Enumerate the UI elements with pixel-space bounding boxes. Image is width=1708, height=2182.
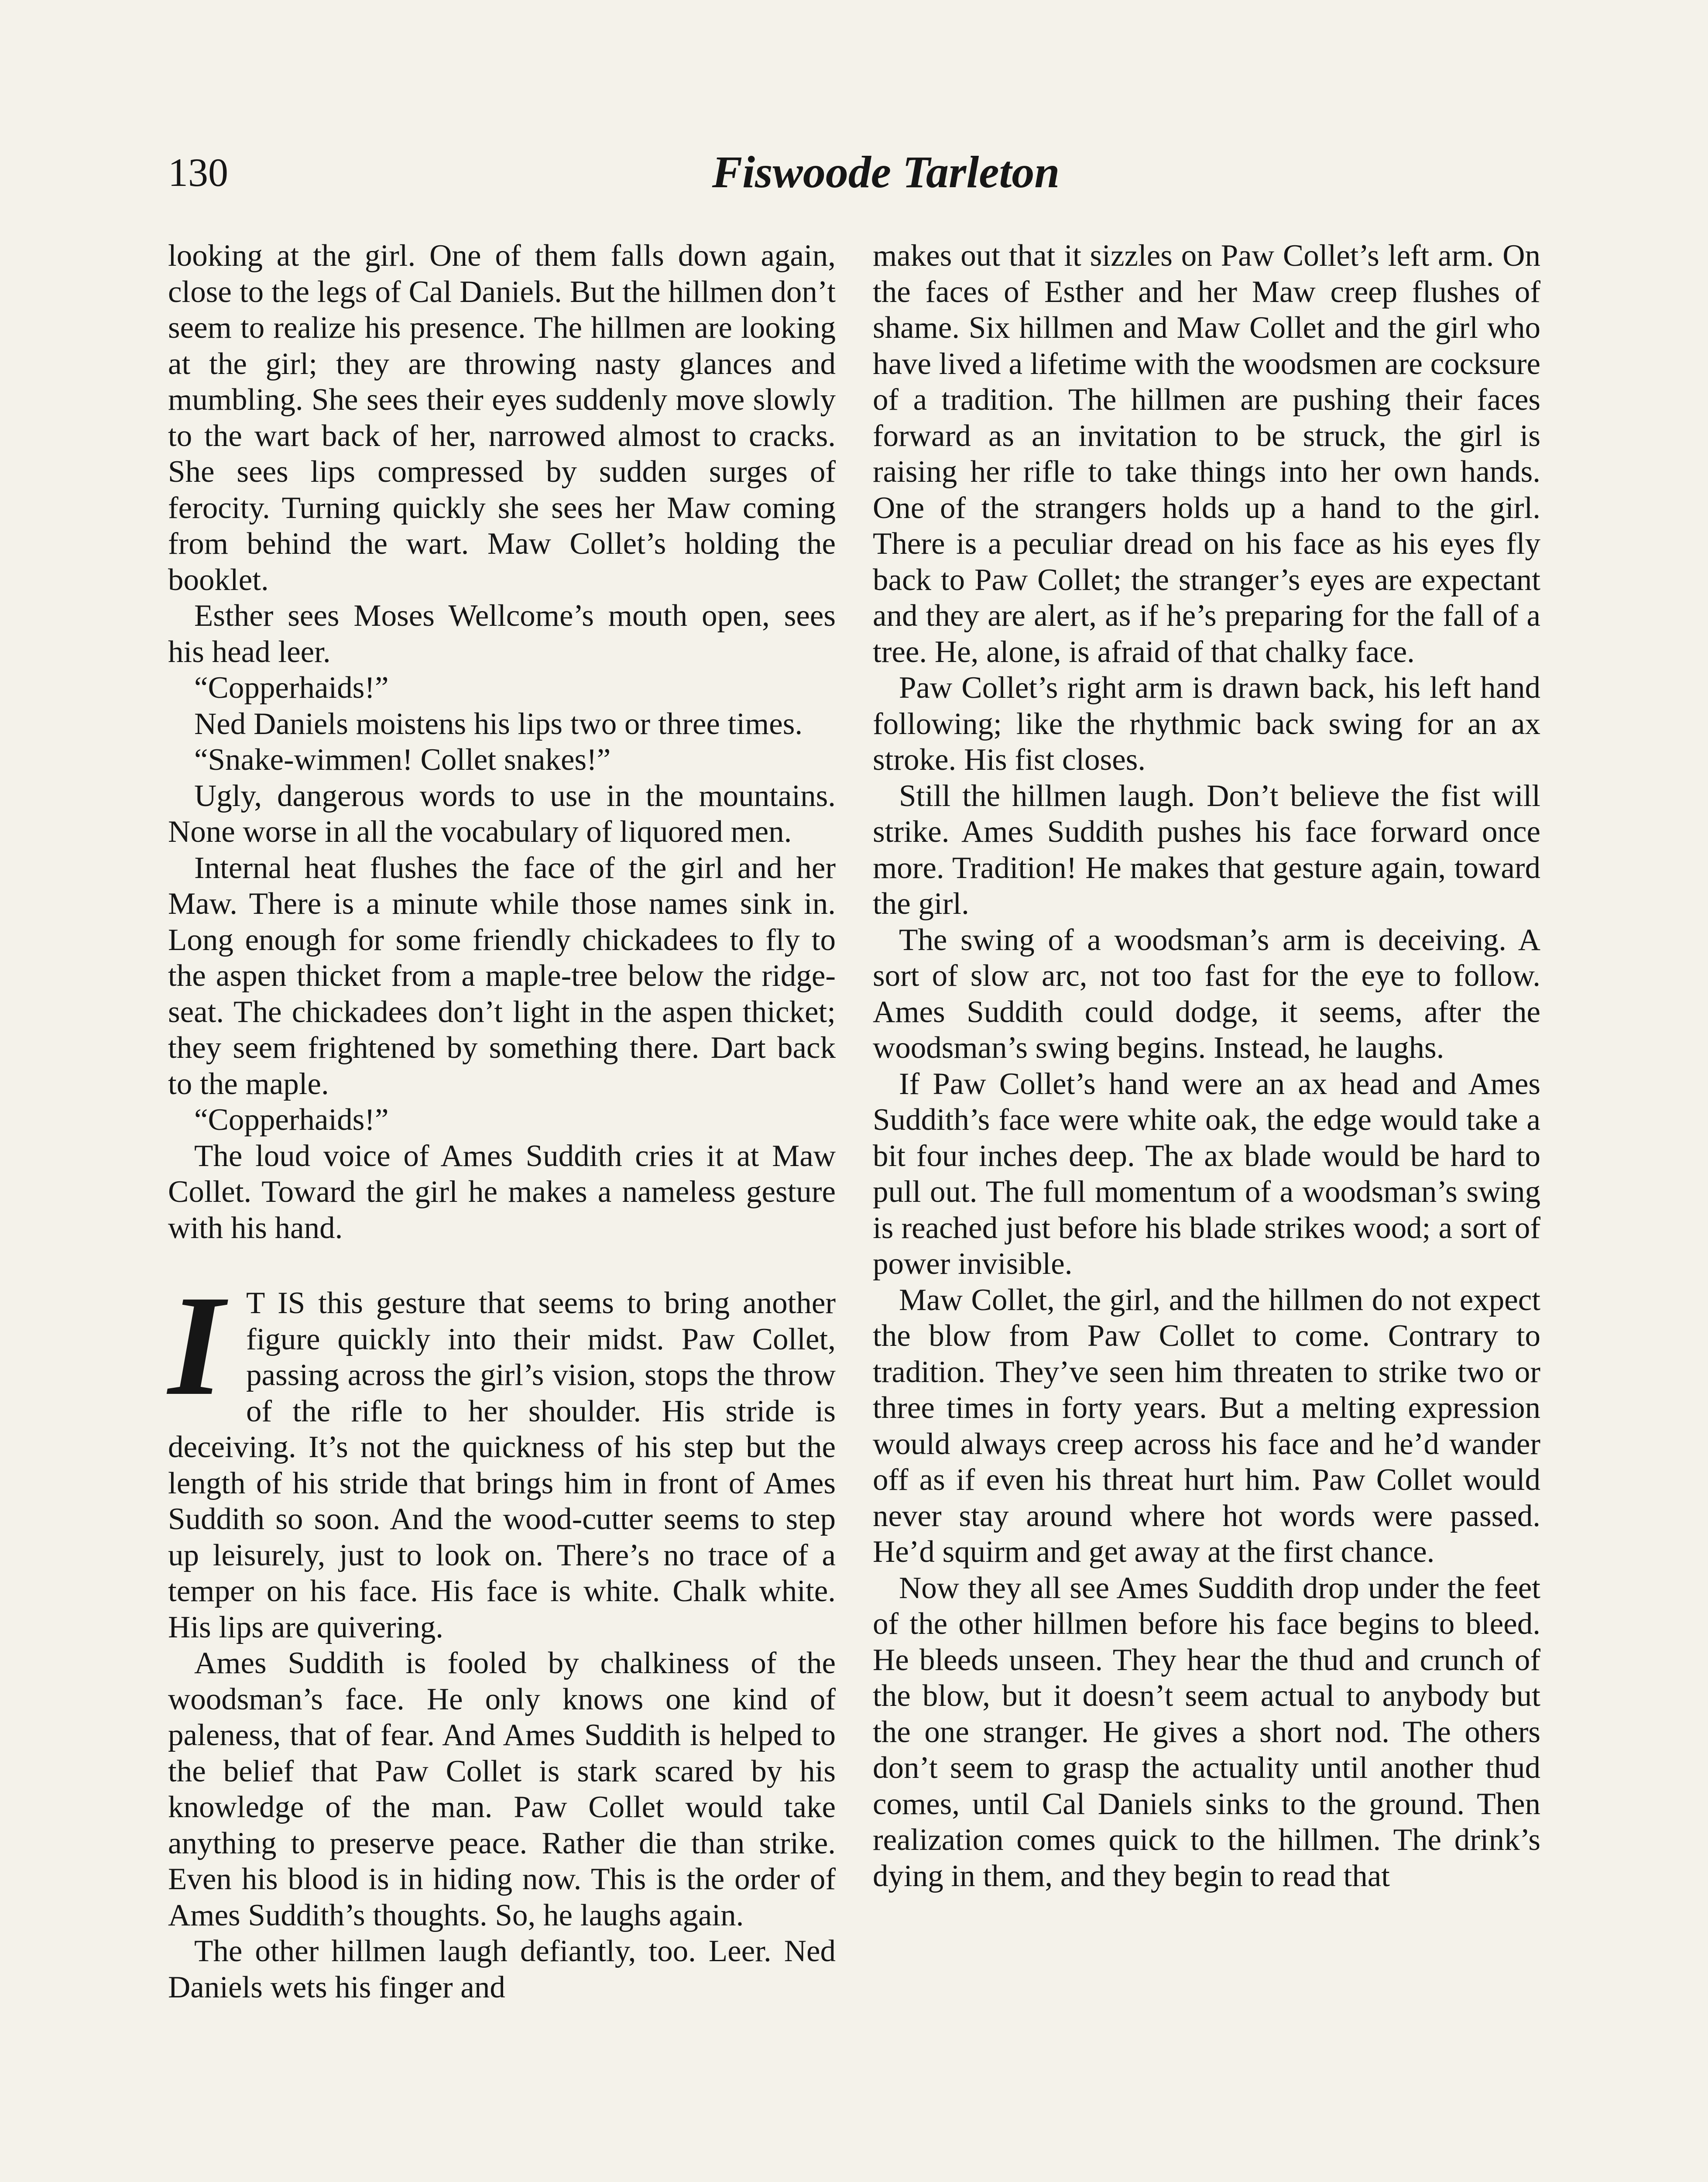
paragraph: Internal heat flushes the face of the girl and her Maw. There is a minute while those names sink in. Long enough for some friendly chickadees to fly to the aspen thicket from a maple-tree below the ridge-seat. The chickadees don’t light in the aspen thicket; they seem frightened by something there. Dart back to the maple.: [168, 851, 836, 1101]
paragraph: The loud voice of Ames Suddith cries it at Maw Collet. Toward the girl he makes a nameless gesture with his hand.: [168, 1139, 836, 1245]
drop-cap: I: [168, 1266, 224, 1425]
paragraph: If Paw Collet’s hand were an ax head and Ames Suddith’s face were white oak, the edge would take a bit four inches deep. The ax blade would be hard to pull out. The full momentum of a woodsman’s swing is reached just before his blade strikes wood; a sort of power invisible.: [873, 1067, 1540, 1281]
paragraph: “Snake-wimmen! Collet snakes!”: [194, 743, 611, 777]
paragraph: The swing of a woodsman’s arm is deceiving. A sort of slow arc, not too fast for the eye to follow. Ames Suddith could dodge, it seems, after the woodsman’s swing begins. Instead, he laughs.: [873, 923, 1540, 1065]
page-number: 130: [168, 150, 228, 195]
paragraph: The other hillmen laugh defiantly, too. Leer. Ned Daniels wets his finger and: [168, 1934, 836, 2004]
paragraph: Ugly, dangerous words to use in the mountains. None worse in all the vocabulary of liquored men.: [168, 779, 836, 849]
paragraph: Esther sees Moses Wellcome’s mouth open, sees his head leer.: [168, 599, 836, 669]
paragraph: “Copperhaids!”: [194, 671, 389, 705]
section-text: T IS this gesture that seems to bring another figure quickly into their midst. Paw Collet, passing across the girl’s vision, stops the throw of the rifle to her shoulder. His stride is deceiving. It’s not the quickness of his step but the length of his stride that brings him in front of Ames Suddith so soon. And the wood-cutter seems to step up leisurely, just to look on. There’s no trace of a temper on his face. His face is white. Chalk white. His lips are quivering.: [168, 1286, 836, 1644]
running-title: Fiswoode Tarleton: [712, 147, 1060, 197]
left-column: [168, 238, 836, 2005]
paragraph: Ames Suddith is fooled by chalkiness of the woodsman’s face. He only knows one kind of paleness, that of fear. And Ames Suddith is helped to the belief that Paw Collet is stark scared by his knowledge of the man. Paw Collet would take anything to preserve peace. Rather die than strike. Even his blood is in hiding now. This is the order of Ames Suddith’s thoughts. So, he laughs again.: [168, 1646, 836, 1932]
right-column: [873, 238, 1540, 1894]
paragraph: looking at the girl. One of them falls down again, close to the legs of Cal Daniels. But the hillmen don’t seem to realize his presence. The hillmen are looking at the girl; they are throwing nasty glances and mumbling. She sees their eyes suddenly move slowly to the wart back of her, narrowed almost to cracks. She sees lips compressed by sudden surges of ferocity. Turning quickly she sees her Maw coming from behind the wart. Maw Collet’s holding the booklet.: [168, 239, 836, 597]
paragraph: makes out that it sizzles on Paw Collet’s left arm. On the faces of Esther and her Maw creep flushes of shame. Six hillmen and Maw Collet and the girl who have lived a lifetime with the woodsmen are cocksure of a tradition. The hillmen are pushing their faces forward as an invitation to be struck, the girl is raising her rifle to take things into her own hands. One of the strangers holds up a hand to the girl. There is a peculiar dread on his face as his eyes fly back to Paw Collet; the stranger’s eyes are expectant and they are alert, as if he’s preparing for the fall of a tree. He, alone, is afraid of that chalky face.: [873, 239, 1540, 669]
paragraph: Paw Collet’s right arm is drawn back, his left hand following; like the rhythmic back swing for an ax stroke. His fist closes.: [873, 671, 1540, 777]
paragraph: Now they all see Ames Suddith drop under the feet of the other hillmen before his face begins to bleed. He bleeds unseen. They hear the thud and crunch of the blow, but it doesn’t seem actual to anybody but the one stranger. He gives a short nod. The others don’t seem to grasp the actuality until another thud comes, until Cal Daniels sinks to the ground. Then realization comes quick to the hillmen. The drink’s dying in them, and they begin to read that: [873, 1571, 1540, 1893]
paragraph: Still the hillmen laugh. Don’t believe the fist will strike. Ames Suddith pushes his face forward once more. Tradition! He makes that gesture again, toward the girl.: [873, 779, 1540, 921]
paragraph: Ned Daniels moistens his lips two or three times.: [194, 707, 803, 741]
paragraph: Maw Collet, the girl, and the hillmen do not expect the blow from Paw Collet to come. Contrary to tradition. They’ve seen him threaten to strike two or three times in forty years. But a melting expression would always creep across his face and he’d wander off as if even his threat hurt him. Paw Collet would never stay around where hot words were passed. He’d squirm and get away at the first chance.: [873, 1283, 1540, 1569]
section-paragraph: [168, 1266, 836, 1645]
paragraph: “Copperhaids!”: [194, 1103, 389, 1137]
page-header: [0, 140, 1708, 205]
